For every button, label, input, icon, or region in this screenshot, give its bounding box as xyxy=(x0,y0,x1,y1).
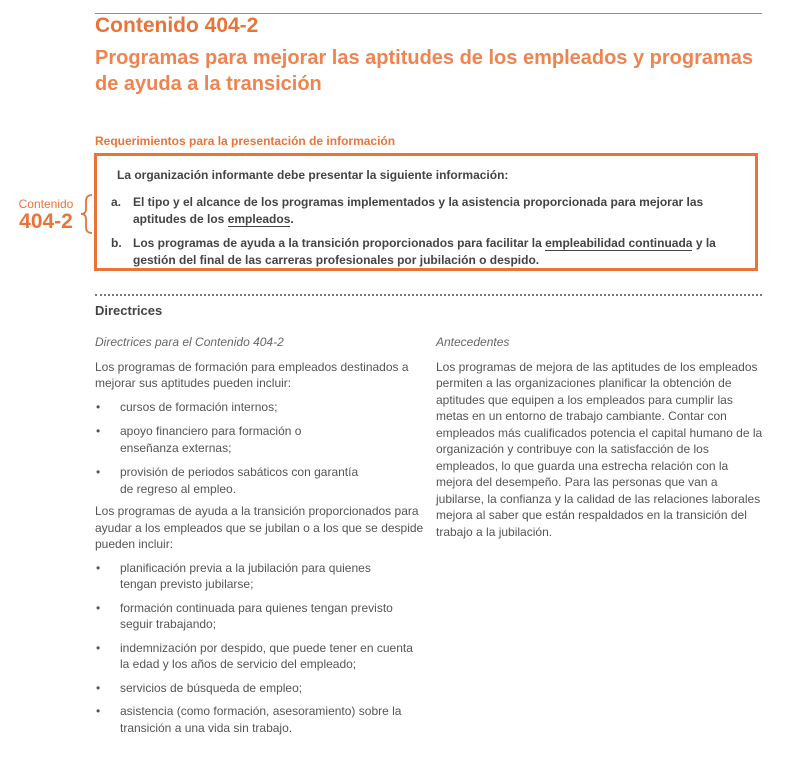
requirements-intro: La organización informante debe presentar la siguiente información: xyxy=(117,168,509,182)
guidance-subheading: Directrices para el Contenido 404-2 xyxy=(95,335,284,349)
item-text-end: y la gestión del final de las carreras profesionales por jubilación o despido. xyxy=(133,236,716,267)
list-item: • apoyo financiero para formación o enseñanza externas; xyxy=(95,423,335,456)
item-letter: b. xyxy=(111,236,122,250)
background-paragraph: Los programas de mejora de las aptitudes de los empleados permiten a las organizaciones planificar la obtención de aptitudes que equipen a los empleados para cumplir las metas en un entorno de trabajo cambiante. Contar con empleados más cualificados potencia el capital humano de la organización y contribuye con la satisfacción de los empleados, lo que guarda una estrecha relación con la mejora del desempeño. Para las personas que van a jubilarse, la confianza y la calidad de las relaciones laborales mejora al saber que están respaldados en la transición del trabajo a la jubilación. xyxy=(436,359,763,539)
requirement-item-a xyxy=(111,194,731,228)
section-divider xyxy=(95,294,762,296)
item-text-end: . xyxy=(290,212,294,226)
glossary-link-empleabilidad[interactable]: empleabilidad continuada xyxy=(545,236,693,250)
background-subheading: Antecedentes xyxy=(436,335,510,349)
list-item: • servicios de búsqueda de empleo; xyxy=(95,680,425,697)
list-item: • planificación previa a la jubilación para quienes tengan previsto jubilarse; xyxy=(95,560,395,593)
list-item: • indemnización por despido, que puede tener en cuenta la edad y los años de servicio del empleado; xyxy=(95,640,425,673)
list-item: • provisión de periodos sabáticos con garantía de regreso al empleo. xyxy=(95,464,360,497)
requirement-item-b xyxy=(111,235,731,269)
disclosure-side-label xyxy=(12,197,80,233)
page-title: Contenido 404-2 xyxy=(95,14,259,37)
list-item: • formación continuada para quienes tengan previsto seguir trabajando; xyxy=(95,600,425,633)
guidance-left-column xyxy=(95,334,425,743)
list-item: • asistencia (como formación, asesoramiento) sobre la transición a una vida sin trabajo. xyxy=(95,703,420,736)
guidance-paragraph-1: Los programas de formación para empleados destinados a mejorar sus aptitudes pueden incluir: xyxy=(95,359,409,390)
side-label-number: 404-2 xyxy=(19,210,73,233)
item-text: El tipo y el alcance de los programas implementados y la asistencia proporcionada para mejorar las aptitudes de los xyxy=(133,195,704,226)
guidance-paragraph-2: Los programas de ayuda a la transición proporcionados para ayudar a los empleados que se jubilan o a los que se despide pueden incluir: xyxy=(95,504,424,551)
requirements-box xyxy=(94,153,758,271)
list-item: • cursos de formación internos; xyxy=(95,399,425,416)
guidance-right-column xyxy=(436,334,766,547)
side-label-small: Contenido xyxy=(18,197,74,211)
requirements-heading: Requerimientos para la presentación de información xyxy=(95,134,396,148)
item-text: Los programas de ayuda a la transición proporcionados para facilitar la xyxy=(133,236,546,250)
glossary-link-empleados[interactable]: empleados xyxy=(227,212,291,226)
guidance-heading: Directrices xyxy=(95,303,163,318)
transition-programs-list xyxy=(95,560,425,737)
page-subtitle: Programas para mejorar las aptitudes de los empleados y programas de ayuda a la transición xyxy=(95,47,754,95)
training-programs-list xyxy=(95,399,425,498)
left-curly-brace-icon xyxy=(80,194,94,234)
item-letter: a. xyxy=(111,195,122,209)
